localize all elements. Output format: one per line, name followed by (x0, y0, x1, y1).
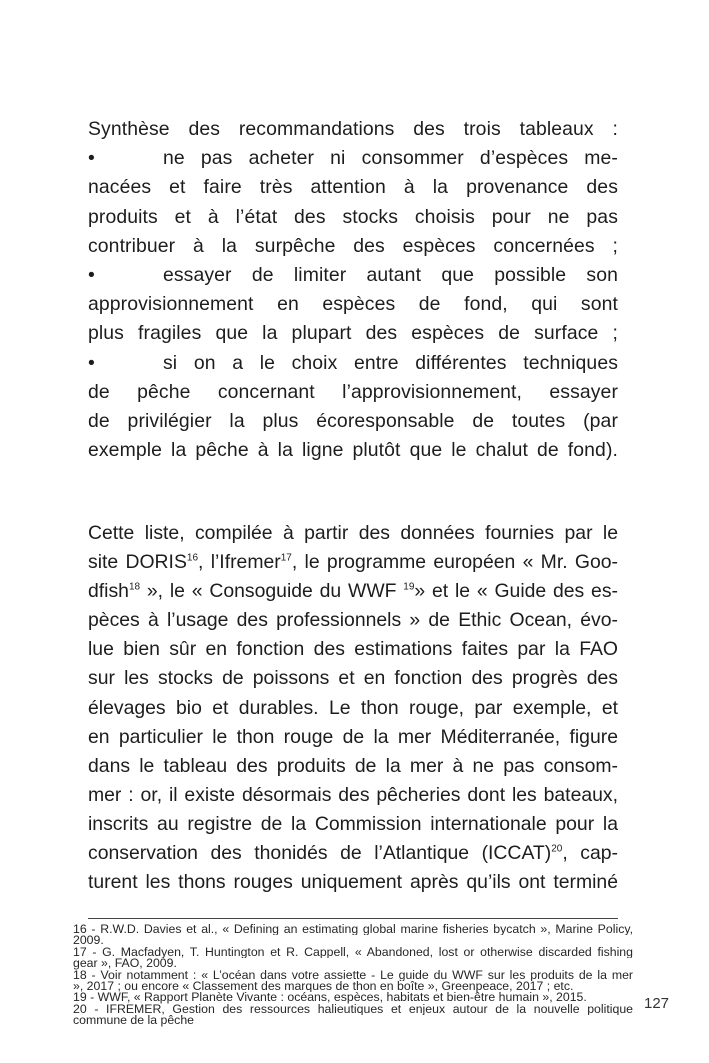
body-text: » et le « Guide des es- (414, 580, 618, 603)
body-line: élevages bio et durables. Le thon rouge, par exemple, et (88, 696, 618, 719)
body-line (88, 839, 618, 868)
bullet-item-1-line: contribuer à la surpêche des espèces concernées ; (88, 234, 618, 257)
footnote-ref[interactable]: 20 (551, 843, 563, 855)
body-line: sur les stocks de poissons et en fonction des progrès des (88, 667, 618, 690)
footnote-ref[interactable]: 19 (403, 581, 415, 593)
body-line: dans le tableau des produits de la mer à ne pas consom- (88, 754, 618, 777)
body-text: conservation des thonidés de l’Atlantique (ICCAT) (88, 842, 552, 865)
footnote-separator (88, 918, 618, 919)
bullet-item-3-line: de privilégier la plus écoresponsable de toutes (par (88, 409, 618, 432)
body-line: Cette liste, compilée à partir des données fournies par le (88, 522, 618, 544)
footnote-line: 2009. (73, 935, 104, 947)
body-text: dfish (88, 580, 129, 603)
body-line: inscrits au registre de la Commission internationale pour la (88, 812, 618, 835)
bullet-item-1-line: nacées et faire très attention à la provenance des (88, 176, 618, 199)
bullet-item-3-line: de pêche concernant l’approvisionnement, essayer (88, 380, 618, 403)
bullet-item-3-first-line: si on a le choix entre différentes techniques (163, 351, 618, 374)
bullet-icon: • (88, 263, 95, 286)
body-line: turent les thons rouges uniquement après qu’ils ont terminé (88, 871, 618, 894)
body-text: , le programme européen « Mr. Goo- (291, 551, 618, 574)
body-line: mer : or, il existe désormais des pêcheries dont les bateaux, (88, 783, 618, 806)
bullet-item-2-first-line: essayer de limiter autant que possible son (163, 263, 618, 286)
bullet-item-1 (88, 144, 618, 173)
footnote-line: 17 - G. Macfadyen, T. Huntington et R. Cappell, « Abandoned, lost or otherwise discarded fishing (73, 946, 633, 959)
footnote-ref[interactable]: 18 (128, 581, 141, 593)
footnote-line: 16 - R.W.D. Davies et al., « Defining an estimating global marine fisheries bycatch », Marine Policy, (73, 924, 633, 936)
footnote-line: gear », FAO, 2009. (73, 958, 177, 970)
body-text: », le « Consoguide du WWF (140, 580, 404, 603)
body-line: en particulier le thon rouge de la mer Méditerranée, figure (88, 725, 618, 748)
footnote-ref[interactable]: 16 (186, 552, 199, 564)
footnote-line: commune de la pêche (73, 1015, 194, 1027)
body-line: pèces à l’usage des professionnels » de Ethic Ocean, évo- (88, 609, 618, 632)
body-text: , l’Ifremer (198, 551, 281, 574)
footnote-line: », 2017 ; ou encore « Classement des marques de thon en boîte », Greenpeace, 2017 ; etc. (73, 980, 574, 993)
body-text: , cap- (562, 842, 618, 865)
bullet-item-1-first-line: ne pas acheter ni consommer d’espèces me- (163, 147, 618, 170)
footnote-line: 19 - WWF, « Rapport Planète Vivante : océans, espèces, habitats et bien-être humain », 2015. (73, 992, 587, 1004)
bullet-item-2-line: plus fragiles que la plupart des espèces de surface ; (88, 322, 618, 345)
bullet-icon: • (88, 351, 95, 374)
bullet-item-2-line: approvisionnement en espèces de fond, qui sont (88, 293, 618, 316)
bullet-item-3 (88, 349, 618, 378)
bullet-item-1-line: produits et à l’état des stocks choisis pour ne pas (88, 205, 618, 228)
body-paragraph (88, 519, 618, 897)
body-line: lue bien sûr en fonction des estimations faites par la FAO (88, 638, 618, 661)
synthesis-heading: Synthèse des recommandations des trois tableaux : (88, 118, 618, 140)
body-line (88, 548, 618, 577)
synthesis-block (88, 115, 618, 465)
body-line (88, 577, 618, 606)
bullet-item-2 (88, 261, 618, 290)
footnotes (73, 924, 633, 1027)
footnote-line: 18 - Voir notamment : « L’océan dans votre assiette - Le guide du WWF sur les produits de la mer (73, 969, 633, 981)
bullet-item-3-line: exemple la pêche à la ligne plutôt que le chalut de fond). (88, 439, 618, 462)
body-text: site DORIS (88, 551, 187, 574)
footnote-line: 20 - IFREMER, Gestion des ressources halieutiques et enjeux autour de la nouvelle politique (73, 1003, 633, 1016)
footnote-ref[interactable]: 17 (280, 552, 292, 564)
bullet-icon: • (88, 147, 95, 170)
page-number: 127 (644, 995, 670, 1012)
